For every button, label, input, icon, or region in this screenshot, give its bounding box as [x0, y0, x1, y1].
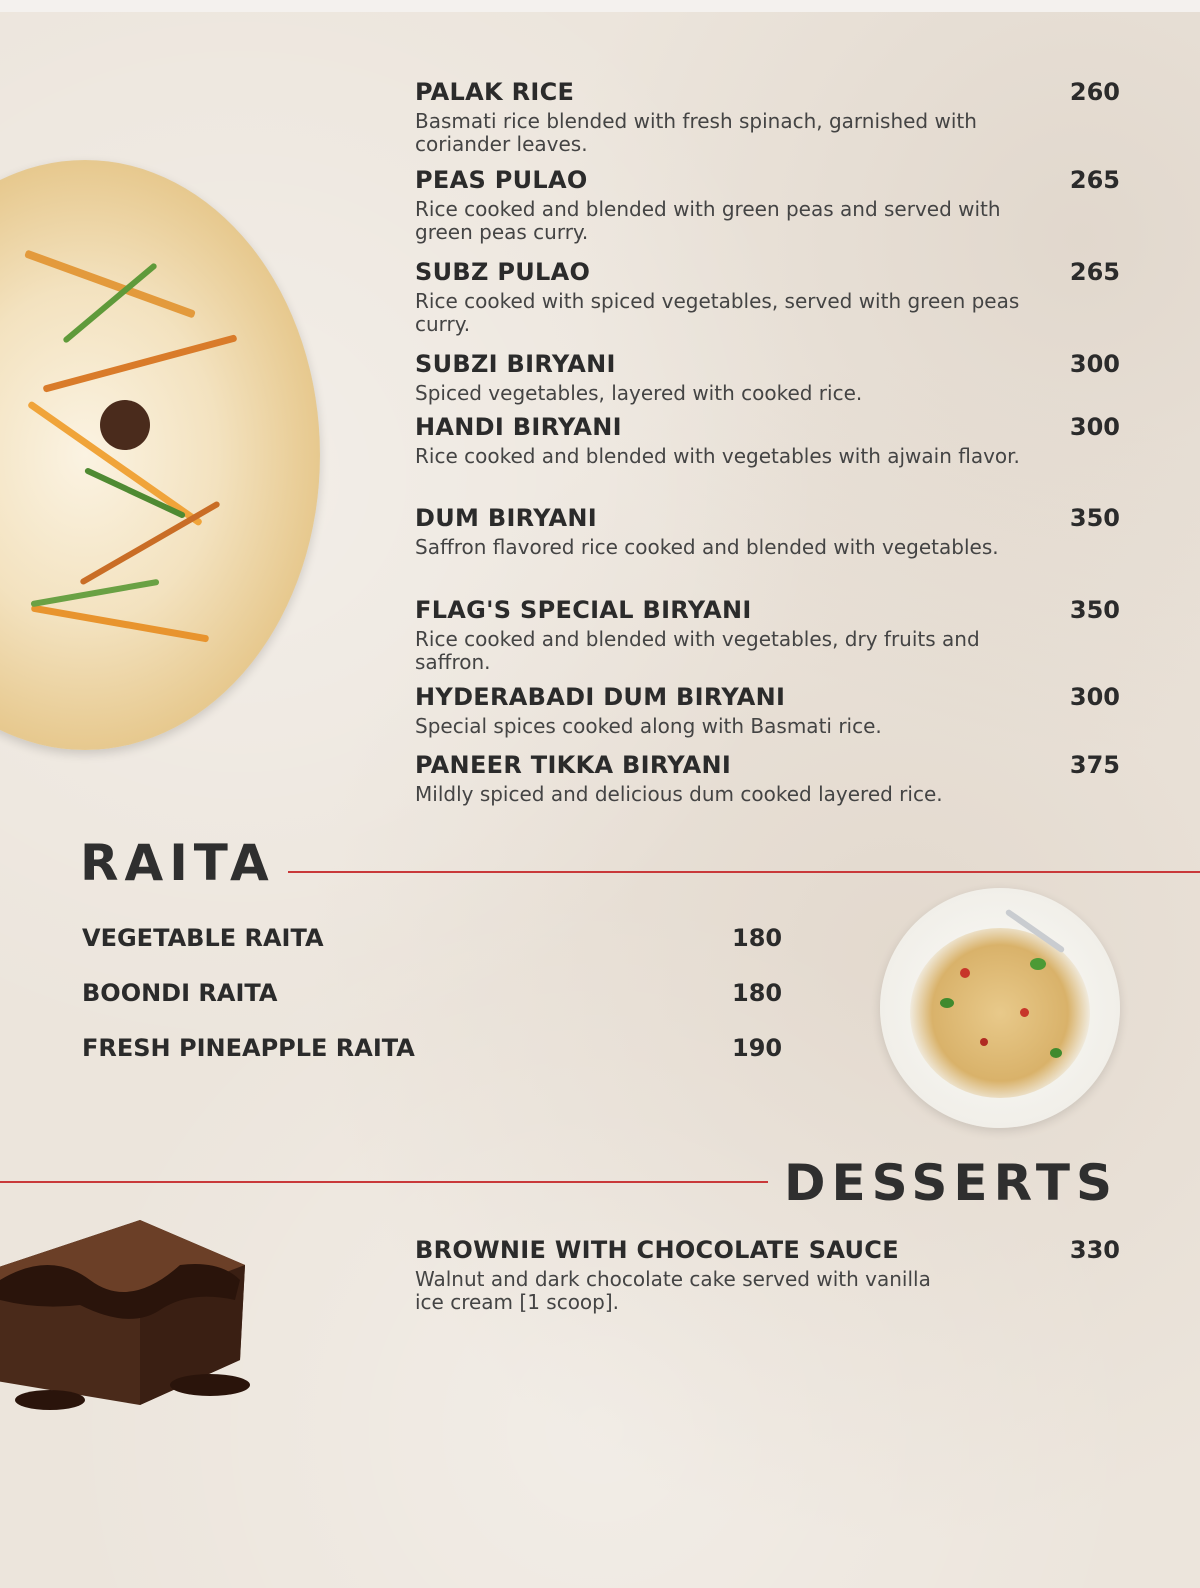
- item-description: Basmati rice blended with fresh spinach, garnished with coriander leaves.: [415, 109, 977, 156]
- brownie-image: [0, 1210, 270, 1420]
- item-price: 300: [1069, 683, 1120, 711]
- item-name: HYDERABADI DUM BIRYANI: [415, 683, 786, 711]
- menu-item: [415, 504, 1120, 559]
- item-name: VEGETABLE RAITA: [82, 924, 324, 952]
- biryani-bowl-image: [0, 160, 320, 750]
- item-price: 180: [732, 924, 783, 952]
- item-description: Special spices cooked along with Basmati rice.: [415, 714, 882, 738]
- item-description: Rice cooked and blended with green peas and served with green peas curry.: [415, 197, 1001, 244]
- raita-item: [82, 1033, 782, 1063]
- desserts-divider-rule: [0, 1181, 768, 1183]
- item-description: Spiced vegetables, layered with cooked rice.: [415, 381, 863, 405]
- item-description: Mildly spiced and delicious dum cooked layered rice.: [415, 782, 943, 806]
- menu-item: [415, 683, 1120, 738]
- item-name: PANEER TIKKA BIRYANI: [415, 751, 732, 779]
- item-price: 330: [1069, 1236, 1120, 1264]
- item-name: DUM BIRYANI: [415, 504, 598, 532]
- item-price: 350: [1069, 504, 1120, 532]
- item-price: 300: [1069, 413, 1120, 441]
- page-top-edge: [0, 0, 1200, 12]
- item-description: Rice cooked with spiced vegetables, served with green peas curry.: [415, 289, 1020, 336]
- menu-item: [415, 751, 1120, 806]
- item-price: 180: [732, 979, 783, 1007]
- raita-bowl-image: [880, 888, 1120, 1128]
- item-name: SUBZI BIRYANI: [415, 350, 616, 378]
- menu-item: [415, 350, 1120, 405]
- item-price: 265: [1069, 166, 1120, 194]
- menu-item: [415, 258, 1120, 336]
- item-name: BROWNIE WITH CHOCOLATE SAUCE: [415, 1236, 899, 1264]
- item-price: 300: [1069, 350, 1120, 378]
- item-name: PEAS PULAO: [415, 166, 588, 194]
- item-name: SUBZ PULAO: [415, 258, 591, 286]
- menu-item: [415, 413, 1120, 468]
- item-price: 260: [1069, 78, 1120, 106]
- menu-item: [415, 166, 1120, 244]
- raita-divider-rule: [288, 871, 1200, 873]
- item-description: Rice cooked and blended with vegetables, dry fruits and saffron.: [415, 627, 980, 674]
- item-description: Walnut and dark chocolate cake served with vanilla ice cream [1 scoop].: [415, 1267, 931, 1314]
- item-description: Rice cooked and blended with vegetables with ajwain flavor.: [415, 444, 1020, 468]
- item-name: BOONDI RAITA: [82, 979, 278, 1007]
- menu-item: [415, 1236, 1120, 1314]
- item-name: FLAG'S SPECIAL BIRYANI: [415, 596, 752, 624]
- item-price: 350: [1069, 596, 1120, 624]
- item-name: FRESH PINEAPPLE RAITA: [82, 1034, 415, 1062]
- raita-item: [82, 923, 782, 953]
- item-name: HANDI BIRYANI: [415, 413, 622, 441]
- desserts-section-title: DESSERTS: [784, 1154, 1118, 1212]
- item-price: 265: [1069, 258, 1120, 286]
- item-price: 190: [732, 1034, 783, 1062]
- raita-item: [82, 978, 782, 1008]
- item-name: PALAK RICE: [415, 78, 575, 106]
- menu-item: [415, 78, 1120, 156]
- item-description: Saffron flavored rice cooked and blended with vegetables.: [415, 535, 999, 559]
- raita-section-title: RAITA: [80, 834, 275, 892]
- menu-item: [415, 596, 1120, 674]
- item-price: 375: [1069, 751, 1120, 779]
